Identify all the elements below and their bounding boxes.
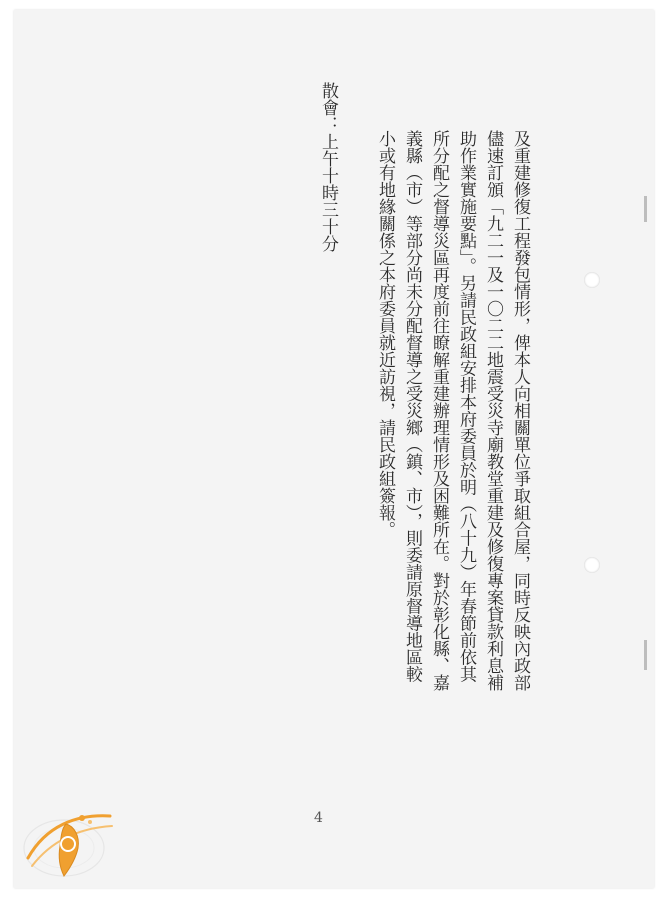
document-page <box>14 10 654 888</box>
punch-hole-top <box>584 272 600 288</box>
body-line-1: 及重建修復工程發包情形，俾本人向相關單位爭取組合屋，同時反映內政部 <box>510 130 530 691</box>
body-line-4: 所分配之督導災區再度前往瞭解重建辦理情形及困難所在。對於彰化縣、嘉 <box>429 130 449 691</box>
archive-taiwan-map-logo-icon <box>18 796 118 886</box>
punch-hole-bottom <box>584 557 600 573</box>
adjourn-text: 散會：上午十時三十分 <box>318 82 338 252</box>
body-line-5: 義縣（市）等部分尚未分配督導之受災鄉（鎮、市），則委請原督導地區較 <box>402 130 422 683</box>
edge-mark-top <box>644 196 647 222</box>
body-line-3: 助作業實施要點」。另請民政組安排本府委員於明（八十九）年春節前依其 <box>456 130 476 683</box>
page-number: 4 <box>314 810 323 826</box>
body-line-6: 小或有地緣關係之本府委員就近訪視，請民政組簽報。 <box>375 130 395 538</box>
edge-mark-bottom <box>644 640 647 670</box>
body-line-2: 儘速訂頒「九二一及一〇二二地震受災寺廟教堂重建及修復專案貸款利息補 <box>483 130 503 691</box>
